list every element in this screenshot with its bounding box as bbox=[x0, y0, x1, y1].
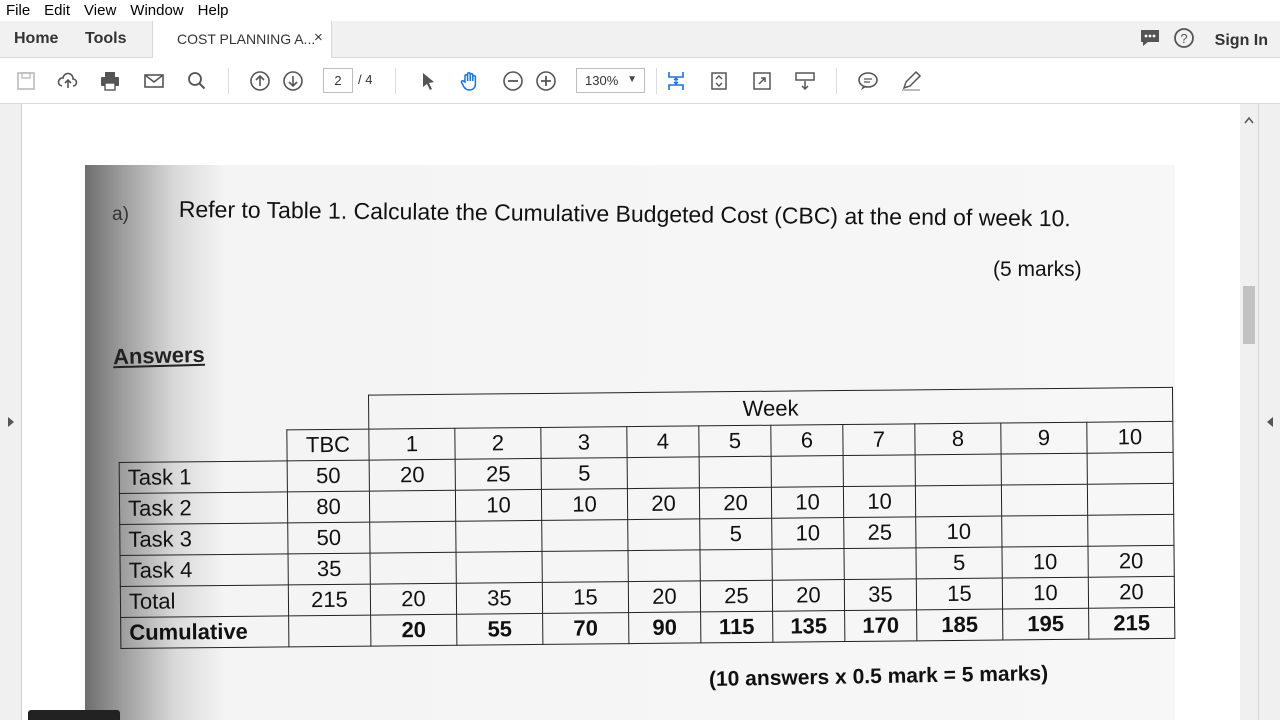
table-cell: 170 bbox=[845, 610, 917, 642]
week-header: Week bbox=[368, 387, 1172, 429]
table-cell: 10 bbox=[771, 487, 843, 519]
email-icon[interactable] bbox=[142, 69, 166, 93]
pen-icon[interactable] bbox=[899, 69, 923, 93]
toolbar-separator bbox=[836, 68, 837, 94]
zoom-select[interactable] bbox=[576, 68, 645, 93]
page-number-input[interactable]: 2 bbox=[323, 68, 353, 93]
save-icon[interactable] bbox=[14, 69, 38, 93]
table-cell: 10 bbox=[541, 489, 627, 521]
answer-table bbox=[118, 387, 1175, 649]
table-cell: 25 bbox=[844, 517, 916, 549]
table-cell: 10 bbox=[1002, 546, 1088, 578]
vertical-scrollbar[interactable] bbox=[1240, 104, 1258, 720]
scroll-up-icon bbox=[1244, 116, 1254, 124]
tab-document-label: COST PLANNING A... bbox=[177, 31, 316, 47]
table-cell: 20 bbox=[371, 614, 457, 646]
table-cell: 55 bbox=[457, 613, 543, 645]
table-cell: 10 bbox=[1002, 577, 1088, 609]
table-cell bbox=[542, 551, 628, 583]
scrollbar-thumb[interactable] bbox=[1243, 286, 1255, 344]
table-cell: 10 bbox=[455, 489, 541, 521]
fullscreen-icon[interactable] bbox=[750, 69, 774, 93]
tbc-header: TBC bbox=[287, 429, 369, 461]
table-cell: 215 bbox=[1089, 607, 1175, 639]
table-cell: 20 bbox=[627, 488, 699, 520]
scroll-mode-icon[interactable] bbox=[793, 69, 817, 93]
tab-bar bbox=[0, 21, 1280, 58]
week-number: 8 bbox=[915, 423, 1001, 455]
menu-edit[interactable]: Edit bbox=[44, 2, 71, 19]
table-cell bbox=[542, 520, 628, 552]
week-number: 7 bbox=[843, 424, 915, 456]
row-label: Total bbox=[120, 585, 288, 618]
table-cell bbox=[699, 456, 771, 488]
table-cell: 20 bbox=[699, 487, 771, 519]
table-cell: 20 bbox=[1088, 576, 1174, 608]
week-number: 1 bbox=[369, 428, 455, 460]
table-cell bbox=[1001, 484, 1087, 516]
right-panel-toggle[interactable] bbox=[1258, 104, 1280, 720]
sign-in-link[interactable]: Sign In bbox=[1214, 31, 1268, 49]
marks-footnote: (10 answers x 0.5 mark = 5 marks) bbox=[708, 662, 1049, 691]
menu-file[interactable]: File bbox=[6, 2, 31, 19]
table-cell bbox=[771, 456, 843, 488]
week-number: 5 bbox=[699, 425, 771, 457]
table-cell: 35 bbox=[844, 579, 916, 611]
row-label: Cumulative bbox=[121, 616, 289, 649]
row-label: Task 3 bbox=[120, 523, 288, 556]
table-cell: 5 bbox=[700, 518, 772, 550]
table-cell bbox=[369, 490, 455, 522]
table-cell: 185 bbox=[917, 609, 1003, 641]
table-cell bbox=[627, 457, 699, 489]
week-number: 6 bbox=[771, 425, 843, 457]
zoom-value: 130% bbox=[585, 73, 619, 88]
table-cell bbox=[628, 519, 700, 551]
row-label: Task 2 bbox=[119, 492, 287, 525]
menu-view[interactable]: View bbox=[84, 2, 117, 19]
menu-help[interactable]: Help bbox=[197, 2, 229, 19]
table-cell: 35 bbox=[456, 582, 542, 614]
table-cell: 195 bbox=[1003, 608, 1089, 640]
table-cell: 15 bbox=[916, 578, 1002, 610]
table-cell: 25 bbox=[455, 458, 541, 490]
table-cell bbox=[843, 455, 915, 487]
table-cell bbox=[456, 551, 542, 583]
tab-tools[interactable]: Tools bbox=[85, 30, 127, 47]
table-cell bbox=[1087, 452, 1173, 484]
row-label: Task 4 bbox=[120, 554, 288, 587]
tbc-cell: 35 bbox=[288, 553, 370, 585]
table-cell: 25 bbox=[700, 580, 772, 612]
week-number: 4 bbox=[627, 426, 699, 458]
page-up-icon[interactable] bbox=[248, 69, 272, 93]
tbc-cell: 215 bbox=[288, 584, 370, 616]
table-cell: 20 bbox=[1088, 545, 1174, 577]
table-cell: 20 bbox=[772, 580, 844, 612]
svg-text:?: ? bbox=[1180, 31, 1188, 46]
fit-page-icon[interactable] bbox=[664, 69, 688, 93]
table-cell: 5 bbox=[541, 458, 627, 490]
table-cell: 5 bbox=[916, 547, 1002, 579]
question-text: Refer to Table 1. Calculate the Cumulative Budgeted Cost (CBC) at the end of week 10. bbox=[178, 195, 1071, 232]
tbc-cell: 50 bbox=[288, 522, 370, 554]
table-cell bbox=[772, 549, 844, 581]
select-cursor-icon[interactable] bbox=[416, 69, 440, 93]
toolbar-separator bbox=[395, 68, 396, 94]
help-icon[interactable] bbox=[1173, 27, 1195, 54]
comment-icon[interactable] bbox=[856, 69, 880, 93]
rotate-icon[interactable] bbox=[707, 69, 731, 93]
table-cell bbox=[915, 485, 1001, 517]
table-cell: 90 bbox=[629, 612, 701, 644]
table-cell: 70 bbox=[543, 613, 629, 645]
table-cell bbox=[1002, 515, 1088, 547]
table-cell bbox=[370, 552, 456, 584]
answers-heading: Answers bbox=[112, 341, 206, 370]
close-icon[interactable]: × bbox=[314, 29, 323, 46]
table-cell bbox=[915, 454, 1001, 486]
table-cell: 20 bbox=[369, 459, 455, 491]
table-cell bbox=[628, 550, 700, 582]
week-number: 9 bbox=[1001, 422, 1087, 454]
expand-right-icon bbox=[1266, 416, 1274, 428]
table-cell: 15 bbox=[542, 582, 628, 614]
chevron-down-icon: ▼ bbox=[627, 74, 637, 85]
table-cell: 115 bbox=[701, 611, 773, 643]
table-cell bbox=[1087, 483, 1173, 515]
table-cell bbox=[844, 548, 916, 580]
menu-window[interactable]: Window bbox=[130, 2, 184, 19]
zoom-in-icon[interactable] bbox=[534, 69, 558, 93]
table-cell bbox=[700, 549, 772, 581]
table-cell: 20 bbox=[628, 581, 700, 613]
menu-bar bbox=[0, 0, 1280, 21]
table-cell bbox=[1001, 453, 1087, 485]
row-label: Task 1 bbox=[119, 461, 287, 494]
video-timestamp bbox=[28, 710, 120, 720]
left-panel-toggle[interactable] bbox=[0, 104, 22, 720]
table-cell: 10 bbox=[772, 518, 844, 550]
toolbar-separator bbox=[656, 68, 657, 94]
table-cell bbox=[456, 520, 542, 552]
question-label: a) bbox=[112, 204, 129, 225]
table-cell: 20 bbox=[370, 583, 456, 615]
table-cell bbox=[1088, 514, 1174, 546]
upload-icon[interactable] bbox=[56, 69, 80, 93]
hand-icon[interactable] bbox=[458, 69, 482, 93]
zoom-out-icon[interactable] bbox=[501, 69, 525, 93]
week-number: 10 bbox=[1087, 421, 1173, 453]
tab-document[interactable] bbox=[152, 21, 332, 58]
tab-bar-right bbox=[1139, 27, 1268, 54]
chat-icon[interactable] bbox=[1139, 28, 1161, 53]
print-icon[interactable] bbox=[98, 69, 122, 93]
table-cell: 10 bbox=[843, 486, 915, 518]
tbc-cell: 80 bbox=[287, 491, 369, 523]
table-cell: 10 bbox=[916, 516, 1002, 548]
marks-label: (5 marks) bbox=[993, 258, 1082, 281]
tbc-cell bbox=[289, 615, 371, 647]
tab-home[interactable]: Home bbox=[14, 30, 59, 47]
table-cell bbox=[370, 521, 456, 553]
page-total: / 4 bbox=[358, 72, 373, 87]
search-icon[interactable] bbox=[185, 69, 209, 93]
week-number: 2 bbox=[455, 427, 541, 459]
week-number: 3 bbox=[541, 427, 627, 459]
tbc-cell: 50 bbox=[287, 460, 369, 492]
toolbar-separator bbox=[228, 68, 229, 94]
page-down-icon[interactable] bbox=[281, 69, 305, 93]
table-cell: 135 bbox=[773, 611, 845, 643]
expand-left-icon bbox=[7, 416, 15, 428]
